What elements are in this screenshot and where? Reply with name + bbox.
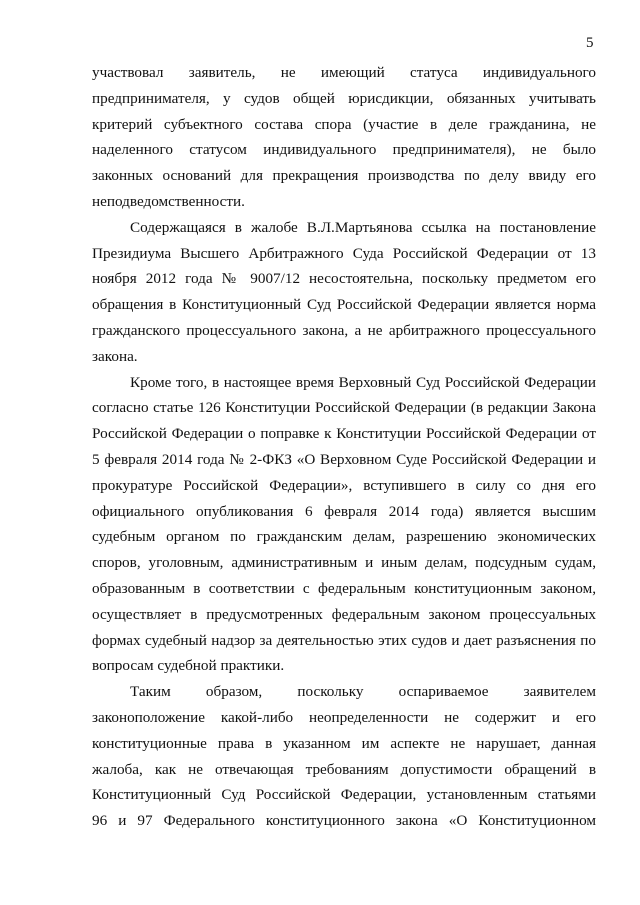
text-line: ноября 2012 года № 9007/12 несостоятельна, поскольку предметом его xyxy=(92,270,596,288)
page-number: 5 xyxy=(586,35,594,51)
text-line: конституционные права в указанном им аспекте не нарушает, данная xyxy=(92,734,596,752)
text-line: споров, уголовным, административным и иным делам, подсудным судам, xyxy=(92,554,596,572)
text-line: вопросам судебной практики. xyxy=(92,657,285,675)
text-line: официального опубликования 6 февраля 2014 года) является высшим xyxy=(92,502,596,520)
text-line: Конституционный Суд Российской Федерации, установленным статьями xyxy=(92,786,596,804)
text-line: Кроме того, в настоящее время Верховный Суд Российской Федерации xyxy=(130,373,596,391)
text-line: обращения в Конституционный Суд Российской Федерации является норма xyxy=(92,296,596,314)
text-line: прокуратуре Российской Федерации», вступившего в силу со дня его xyxy=(92,476,596,494)
text-line: Российской Федерации о поправке к Конституции Российской Федерации от xyxy=(92,425,596,443)
text-line: формах судебный надзор за деятельностью этих судов и дает разъяснения по xyxy=(92,631,596,649)
text-line: участвовал заявитель, не имеющий статуса индивидуального xyxy=(92,64,596,81)
text-line: предпринимателя, у судов общей юрисдикции, обязанных учитывать xyxy=(92,89,596,107)
text-line: Содержащаяся в жалобе В.Л.Мартьянова ссылка на постановление xyxy=(130,218,596,236)
text-line: гражданского процессуального закона, а не арбитражного процессуального xyxy=(92,322,596,339)
text-line: 96 и 97 Федерального конституционного закона «О Конституционном xyxy=(92,812,596,830)
text-line: жалоба, как не отвечающая требованиям допустимости обращений в xyxy=(92,760,596,778)
text-line: 5 февраля 2014 года № 2-ФКЗ «О Верховном Суде Российской Федерации и xyxy=(92,451,596,468)
text-line: закона. xyxy=(92,347,138,365)
text-line: неподведомственности. xyxy=(92,193,245,210)
text-line: осуществляет в предусмотренных федеральным законом процессуальных xyxy=(92,605,596,623)
text-line: образованным в соответствии с федеральным конституционным законом, xyxy=(92,580,596,597)
text-line: законоположение какой-либо неопределенности не содержит и его xyxy=(92,709,596,726)
text-line: наделенного статусом индивидуального предпринимателя), не было xyxy=(92,141,596,159)
text-line: Таким образом, поскольку оспариваемое заявителем xyxy=(130,683,596,701)
text-line: согласно статье 126 Конституции Российской Федерации (в редакции Закона xyxy=(92,399,596,417)
text-line: Президиума Высшего Арбитражного Суда Российской Федерации от 13 xyxy=(92,244,596,262)
text-line: законных оснований для прекращения производства по делу ввиду его xyxy=(92,167,596,185)
text-line: критерий субъектного состава спора (участие в деле гражданина, не xyxy=(92,115,596,133)
text-line: судебным органом по гражданским делам, разрешению экономических xyxy=(92,528,596,546)
